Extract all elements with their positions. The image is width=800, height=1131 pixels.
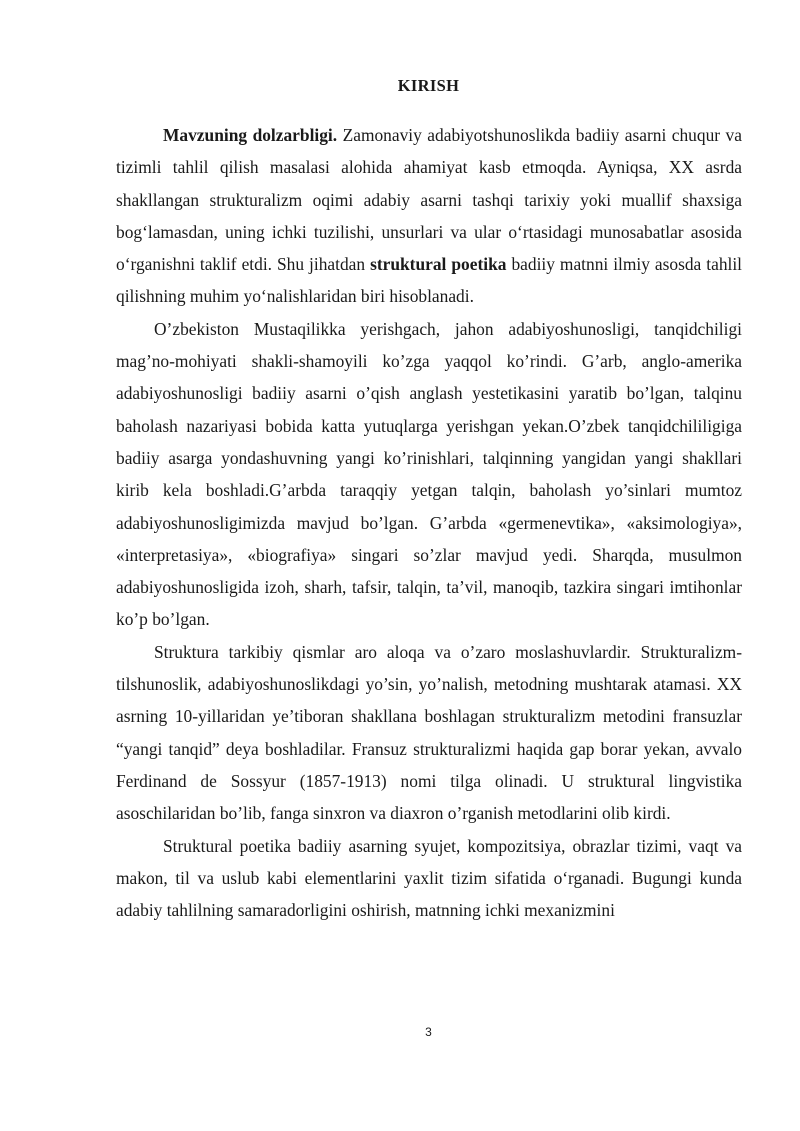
- section-title: KIRISH: [397, 76, 460, 95]
- paragraph-structure: Struktura tarkibiy qismlar aro aloqa va o’zaro moslashuvlardir. Strukturalizm-tilshunoslik, adabiyoshunoslikdagi yo’sin, yo’nalish, metodning mushtarak atamasi. XX asrning 10-yillaridan ye’tiboran shakllana boshlagan strukturalizm metodini fransuzlar “yangi tanqid” deya boshladilar. Fransuz strukturalizmi haqida gap borar yekan, avvalo Ferdinand de Sossyur (1857-1913) nomi tilga olinadi. U struktural lingvistika asoschilaridan bo’lib, fanga sinxron va diaxron o’rganish metodlarini olib kirdi.: [116, 641, 742, 824]
- paragraph-lead-bold: Mavzuning dolzarbligi.: [163, 125, 338, 145]
- inline-bold-term: struktural poetika: [370, 254, 507, 275]
- page-number: 3: [425, 1025, 432, 1039]
- paragraph-relevance: [116, 119, 742, 313]
- paragraph-structural-poetics: Struktural poetika badiiy asarning syujet, kompozitsiya, obrazlar tizimi, vaqt va makon, til va uslub kabi elementlarini yaxlit tizim sifatida o‘rganadi. Bugungi kunda adabiy tahlilning samaradorligini oshirish, matnning ichki mexanizmini: [116, 835, 742, 921]
- body-text: [116, 119, 742, 926]
- paragraph-text: badiiy matnni ilmiy asosda tahlil qilishning muhim yo‘nalishlaridan biri hisoblanadi.: [116, 254, 743, 307]
- paragraph-text: Zamonaviy adabiyotshunoslikda badiiy asarni chuqur va tizimli tahlil qilish masalasi alohida ahamiyat kasb etmoqda. Ayniqsa, XX asrda shakllangan strukturalizm oqimi adabiy asarni tashqi tarixiy yoki muallif shaxsiga bog‘lamasdan, uning ichki tuzilishi, unsurlari va ular o‘rtasidagi munosabatlar asosida o‘rganishni taklif etdi. Shu jihatdan: [116, 125, 742, 275]
- paragraph-independence: O’zbekiston Mustaqilikka yerishgach, jahon adabiyoshunosligi, tanqidchiligi mag’no-mohiyati shakli-shamoyili ko’zga yaqqol ko’rindi. G’arb, anglo-amerika adabiyoshunosligi badiiy asarni o’qish anglash yestetikasini yaratib bo’lgan, talqinu baholash nazariyasi bobida katta yutuqlarga yerishgan yekan.O’zbek tanqidchililigiga badiiy asarga yondashuvning yangi ko’rinishlari, talqinning yangidan yangi shakllari kirib kela boshladi.G’arbda taraqqiy yetgan talqin, baholash yo’sinlari mumtoz adabiyoshunosligimizda mavjud bo’lgan. G’arbda «germenevtika», «aksimologiya», «interpretasiya», «biografiya» singari so’zlar mavjud yedi. Sharqda, musulmon adabiyoshunosligida izoh, sharh, tafsir, talqin, ta’vil, manoqib, tazkira singari imtihonlar ko’p bo’lgan.: [116, 318, 742, 630]
